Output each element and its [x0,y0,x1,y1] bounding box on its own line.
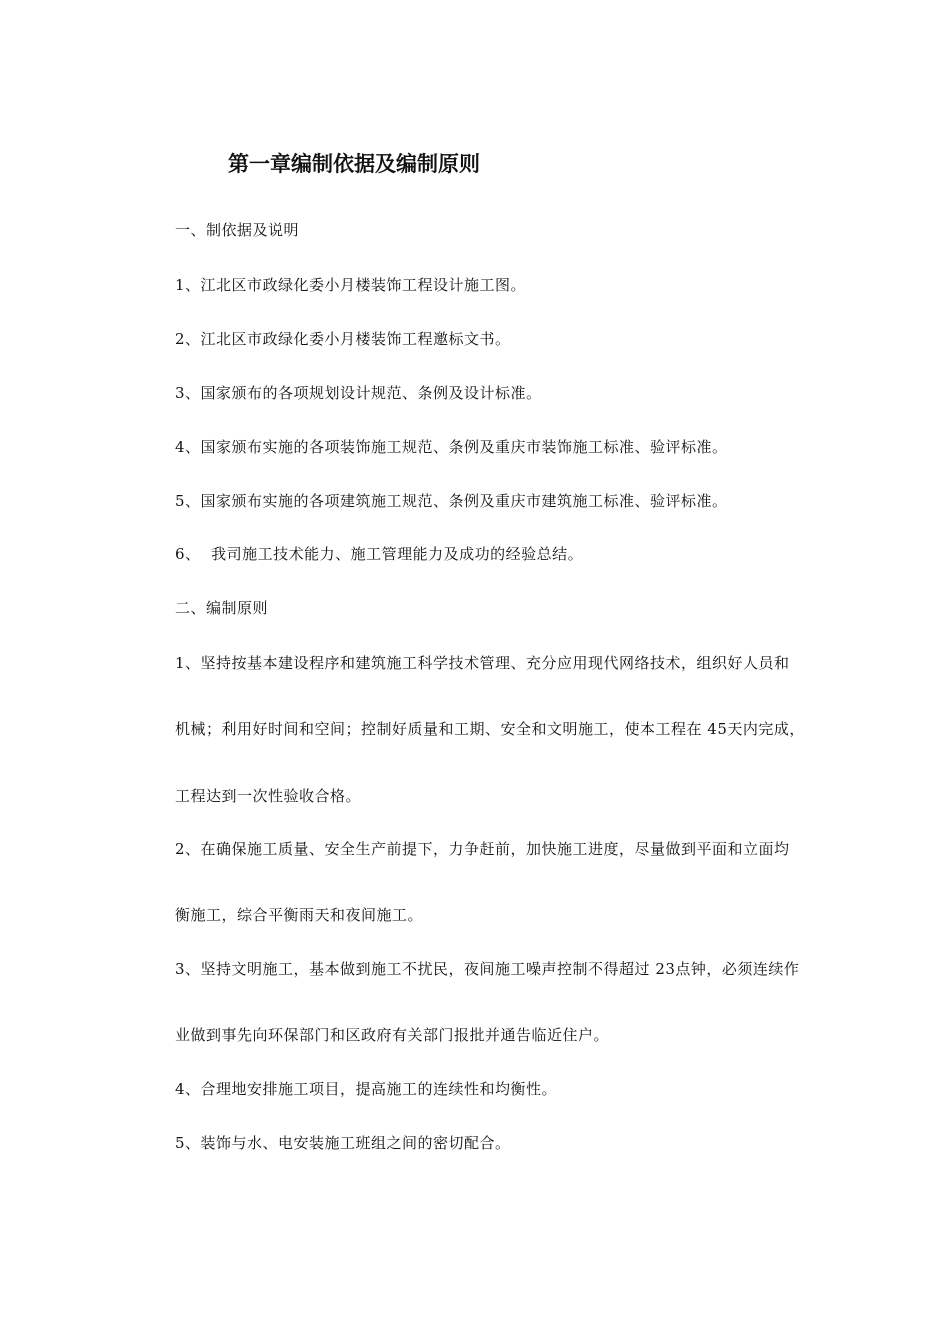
principle-line: 3、坚持文明施工，基本做到施工不扰民，夜间施工噪声控制不得超过 23点钟，必须连续作 [175,960,800,978]
principle-line: 工程达到一次性验收合格。 [175,787,362,805]
basis-item-4: 4、国家颁布实施的各项装饰施工规范、条例及重庆市装饰施工标准、验评标准。 [175,438,728,456]
principle-line: 衡施工，综合平衡雨天和夜间施工。 [175,906,424,924]
principle-line: 业做到事先向环保部门和区政府有关部门报批并通告临近住户。 [175,1026,610,1044]
basis-item-2: 2、江北区市政绿化委小月楼装饰工程邀标文书。 [175,330,511,348]
basis-item-1: 1、江北区市政绿化委小月楼装饰工程设计施工图。 [175,276,527,294]
section-heading-principles: 二、编制原则 [175,599,269,617]
basis-item-3: 3、国家颁布的各项规划设计规范、条例及设计标准。 [175,384,542,402]
principle-line: 4、合理地安排施工项目，提高施工的连续性和均衡性。 [175,1080,558,1098]
principle-line: 5、装饰与水、电安装施工班组之间的密切配合。 [175,1134,511,1152]
basis-item-5: 5、国家颁布实施的各项建筑施工规范、条例及重庆市建筑施工标准、验评标准。 [175,492,728,510]
basis-item-6: 6、 我司施工技术能力、施工管理能力及成功的经验总结。 [175,545,584,563]
section-heading-basis: 一、制依据及说明 [175,221,300,239]
principle-line: 机械；利用好时间和空间；控制好质量和工期、安全和文明施工，使本工程在 45天内完成， [175,720,805,738]
principle-line: 2、在确保施工质量、安全生产前提下，力争赶前，加快施工进度，尽量做到平面和立面均 [175,840,790,858]
chapter-title: 第一章编制依据及编制原则 [228,152,480,176]
principle-line: 1、坚持按基本建设程序和建筑施工科学技术管理、充分应用现代网络技术，组织好人员和 [175,654,790,672]
